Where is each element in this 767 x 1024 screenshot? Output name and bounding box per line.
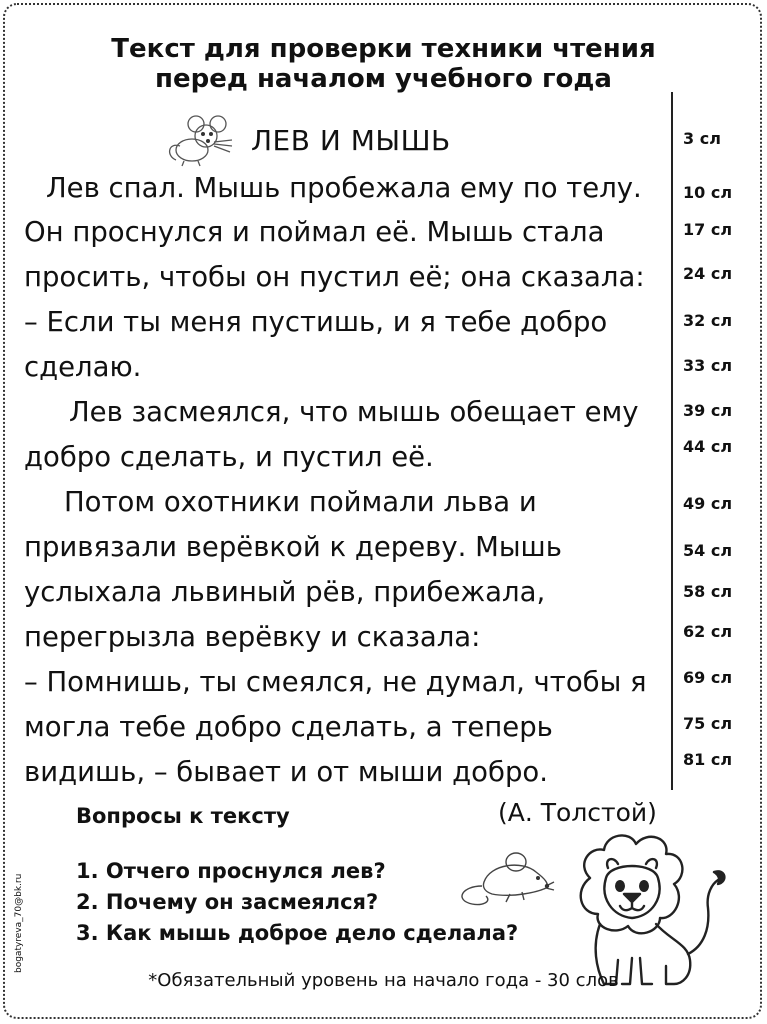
page-title-line-2: перед началом учебного года	[155, 64, 612, 94]
story-line: Лев спал. Мышь пробежала ему по телу.	[46, 172, 642, 204]
story-line: – Если ты меня пустишь, и я тебе добро	[24, 306, 608, 338]
question-item: 3. Как мышь доброе дело сделала?	[76, 921, 519, 945]
word-count: 69 сл	[683, 668, 733, 687]
word-count: 75 сл	[683, 714, 733, 733]
story-title: ЛЕВ И МЫШЬ	[251, 124, 451, 157]
story-line: просить, чтобы он пустил её; она сказала:	[24, 261, 645, 293]
page-title-line-1: Текст для проверки техники чтения	[111, 34, 656, 64]
mouse-icon	[162, 112, 248, 168]
author: (А. Толстой)	[498, 798, 657, 827]
story-line: – Помнишь, ты смеялся, не думал, чтобы я	[24, 666, 647, 698]
story-line: Потом охотники поймали льва и	[64, 486, 537, 518]
footnote: *Обязательный уровень на начало года - 30 слов	[148, 970, 619, 991]
mouse-drawing	[452, 846, 556, 912]
word-count: 10 сл	[683, 183, 733, 202]
story-line: Он проснулся и поймал её. Мышь стала	[24, 216, 605, 248]
question-item: 1. Отчего проснулся лев?	[76, 859, 386, 883]
story-line: добро сделать, и пустил её.	[24, 441, 434, 473]
story-line: видишь, – бывает и от мыши добро.	[24, 756, 548, 788]
story-line: сделаю.	[24, 351, 142, 383]
word-count: 39 сл	[683, 401, 733, 420]
story-line: привязали верёвкой к дереву. Мышь	[24, 531, 562, 563]
story-line: могла тебе добро сделать, а теперь	[24, 711, 553, 743]
word-count: 58 сл	[683, 582, 733, 601]
story-line: услыхала львиный рёв, прибежала,	[24, 576, 546, 608]
questions-heading: Вопросы к тексту	[76, 804, 290, 828]
word-count: 17 сл	[683, 220, 733, 239]
question-item: 2. Почему он засмеялся?	[76, 890, 379, 914]
word-count: 33 сл	[683, 356, 733, 375]
word-count: 24 сл	[683, 264, 733, 283]
word-count: 49 сл	[683, 494, 733, 513]
word-count: 81 сл	[683, 750, 733, 769]
word-count: 62 сл	[683, 622, 733, 641]
word-count: 54 сл	[683, 541, 733, 560]
word-count: 3 сл	[683, 129, 721, 148]
word-count: 32 сл	[683, 311, 733, 330]
count-divider-line	[671, 92, 673, 790]
story-line: перегрызла верёвку и сказала:	[24, 621, 481, 653]
word-count: 44 сл	[683, 437, 733, 456]
story-line: Лев засмеялся, что мышь обещает ему	[69, 396, 639, 428]
